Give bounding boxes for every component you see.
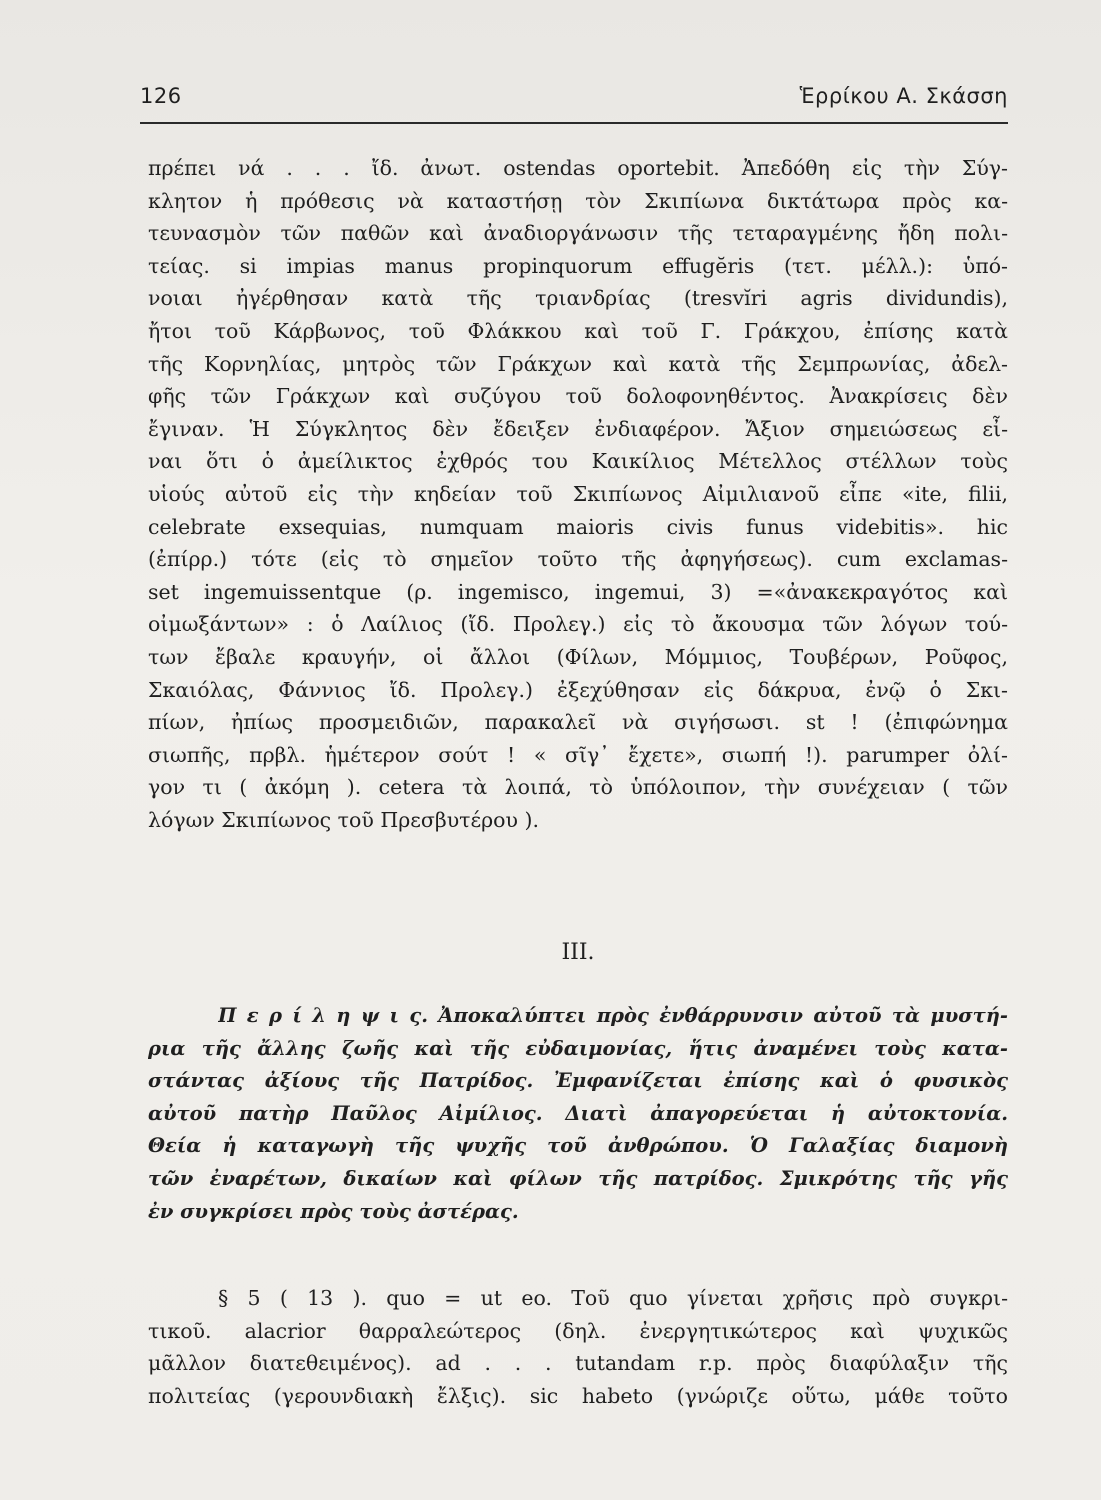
text-line: set ingemuissentque (ρ. ingemisco, ingemui, 3) =«ἀνακεκραγότος καὶ	[148, 579, 1008, 604]
summary-line: αὐτοῦ πατὴρ Παῦλος Αἰμίλιος. Διατὶ ἀπαγορεύεται ἡ αὐτοκτονία.	[148, 1101, 1008, 1125]
summary-line: Π ε ρ ί λ η ψ ι ς. Ἀποκαλύπτει πρὸς ἐνθάρρυνσιν αὐτοῦ τὰ μυστή-	[218, 1004, 1008, 1027]
text-line: τευνασμὸν τῶν παθῶν καὶ ἀναδιοργάνωσιν τῆς τεταραγμένης ἤδη πολι-	[148, 221, 1008, 246]
summary-line: ρια τῆς ἄλλης ζωῆς καὶ τῆς εὐδαιμονίας, ἥτις ἀναμένει τοὺς κατα-	[148, 1036, 1008, 1060]
page-header	[140, 84, 1008, 118]
text-line: ἔγιναν. Ἡ Σύγκλητος δὲν ἔδειξεν ἐνδιαφέρον. Ἄξιον σημειώσεως εἶ-	[148, 416, 1008, 441]
text-line: των ἔβαλε κραυγήν, οἱ ἄλλοι (Φίλων, Μόμμιος, Τουβέρων, Ροῦφος,	[148, 644, 1008, 669]
summary-line: ἐν συγκρίσει πρὸς τοὺς ἀστέρας.	[148, 1199, 519, 1223]
text-line: σιωπῆς, πρβλ. ἡμέτερον σούτ ! « σῖγ᾿ ἔχετε», σιωπή !). parumper ὀλί-	[148, 742, 1008, 767]
text-line: κλητον ἡ πρόθεσις νὰ καταστήσῃ τὸν Σκιπίωνα δικτάτωρα πρὸς κα-	[148, 188, 1008, 213]
text-line: πρέπει νά . . . ἴδ. ἀνωτ. ostendas oportebit. Ἀπεδόθη εἰς τὴν Σύγ-	[148, 156, 1008, 180]
text-line: ναι ὅτι ὁ ἀμείλικτος ἐχθρός του Καικίλιος Μέτελλος στέλλων τοὺς	[148, 449, 1008, 474]
text-line: § 5 ( 13 ). quo = ut eo. Τοῦ quo γίνεται χρῆσις πρὸ συγκρι-	[218, 1286, 1008, 1310]
paragraph-section-5	[148, 1282, 1008, 1412]
summary-line: στάντας ἀξίους τῆς Πατρίδος. Ἐμφανίζεται ἐπίσης καὶ ὁ φυσικὸς	[148, 1069, 1008, 1093]
text-line: οἰμωξάντων» : ὁ Λαίλιος (ἴδ. Προλεγ.) εἰς τὸ ἄκουσμα τῶν λόγων τού-	[148, 612, 1008, 637]
text-line: νοιαι ἠγέρθησαν κατὰ τῆς τριανδρίας (tresvĭri agris dividundis),	[148, 286, 1008, 311]
summary-line: τῶν ἐναρέτων, δικαίων καὶ φίλων τῆς πατρίδος. Σμικρότης τῆς γῆς	[148, 1166, 1008, 1190]
text-line: τῆς Κορνηλίας, μητρὸς τῶν Γράκχων καὶ κατὰ τῆς Σεμπρωνίας, ἀδελ-	[148, 351, 1008, 376]
text-line: λόγων Σκιπίωνος τοῦ Πρεσβυτέρου ).	[148, 807, 540, 832]
text-line: υἱούς αὐτοῦ εἰς τὴν κηδείαν τοῦ Σκιπίωνος Αἰμιλιανοῦ εἶπε «ite, filii,	[148, 481, 1008, 506]
text-line: γον τι ( ἀκόμη ). cetera τὰ λοιπά, τὸ ὑπόλοιπον, τὴν συνέχειαν ( τῶν	[148, 775, 1008, 800]
running-head: Ἑρρίκου Α. Σκάσση	[799, 84, 1008, 108]
text-line: (ἐπίρρ.) τότε (εἰς τὸ σημεῖον τοῦτο τῆς ἀφηγήσεως). cum exclamas-	[148, 547, 1008, 572]
text-line: μᾶλλον διατεθειμένος). ad . . . tutandam r.p. πρὸς διαφύλαξιν τῆς	[148, 1351, 1008, 1376]
text-line: τείας. si impias manus propinquorum effugĕris (τετ. μέλλ.): ὑπό-	[148, 253, 1008, 278]
text-line: φῆς τῶν Γράκχων καὶ συζύγου τοῦ δολοφονηθέντος. Ἀνακρίσεις δὲν	[148, 384, 1008, 409]
text-line: Σκαιόλας, Φάννιος ἴδ. Προλεγ.) ἐξεχύθησαν εἰς δάκρυα, ἐνῷ ὁ Σκι-	[148, 677, 1008, 702]
paragraph-commentary	[148, 152, 1008, 836]
summary-line: Θεία ἡ καταγωγὴ τῆς ψυχῆς τοῦ ἀνθρώπου. Ὁ Γαλαξίας διαμονὴ	[148, 1134, 1008, 1158]
text-line: πολιτείας (γερουνδιακὴ ἔλξις). sic habeto (γνώριζε οὕτω, μάθε τοῦτο	[148, 1383, 1008, 1408]
header-rule	[140, 122, 1008, 124]
summary-paragraph	[148, 1000, 1008, 1228]
page-number: 126	[140, 84, 182, 108]
text-line: celebrate exsequias, numquam maioris civis funus videbitis». hic	[148, 514, 1008, 539]
text-line: πίων, ἠπίως προσμειδιῶν, παρακαλεῖ νὰ σιγήσωσι. st ! (ἐπιφώνημα	[148, 710, 1008, 735]
section-heading: III.	[561, 940, 595, 965]
text-line: τικοῦ. alacrior θαρραλεώτερος (δηλ. ἐνεργητικώτερος καὶ ψυχικῶς	[148, 1318, 1008, 1343]
text-line: ἤτοι τοῦ Κάρβωνος, τοῦ Φλάκκου καὶ τοῦ Γ. Γράκχου, ἐπίσης κατὰ	[148, 318, 1008, 343]
